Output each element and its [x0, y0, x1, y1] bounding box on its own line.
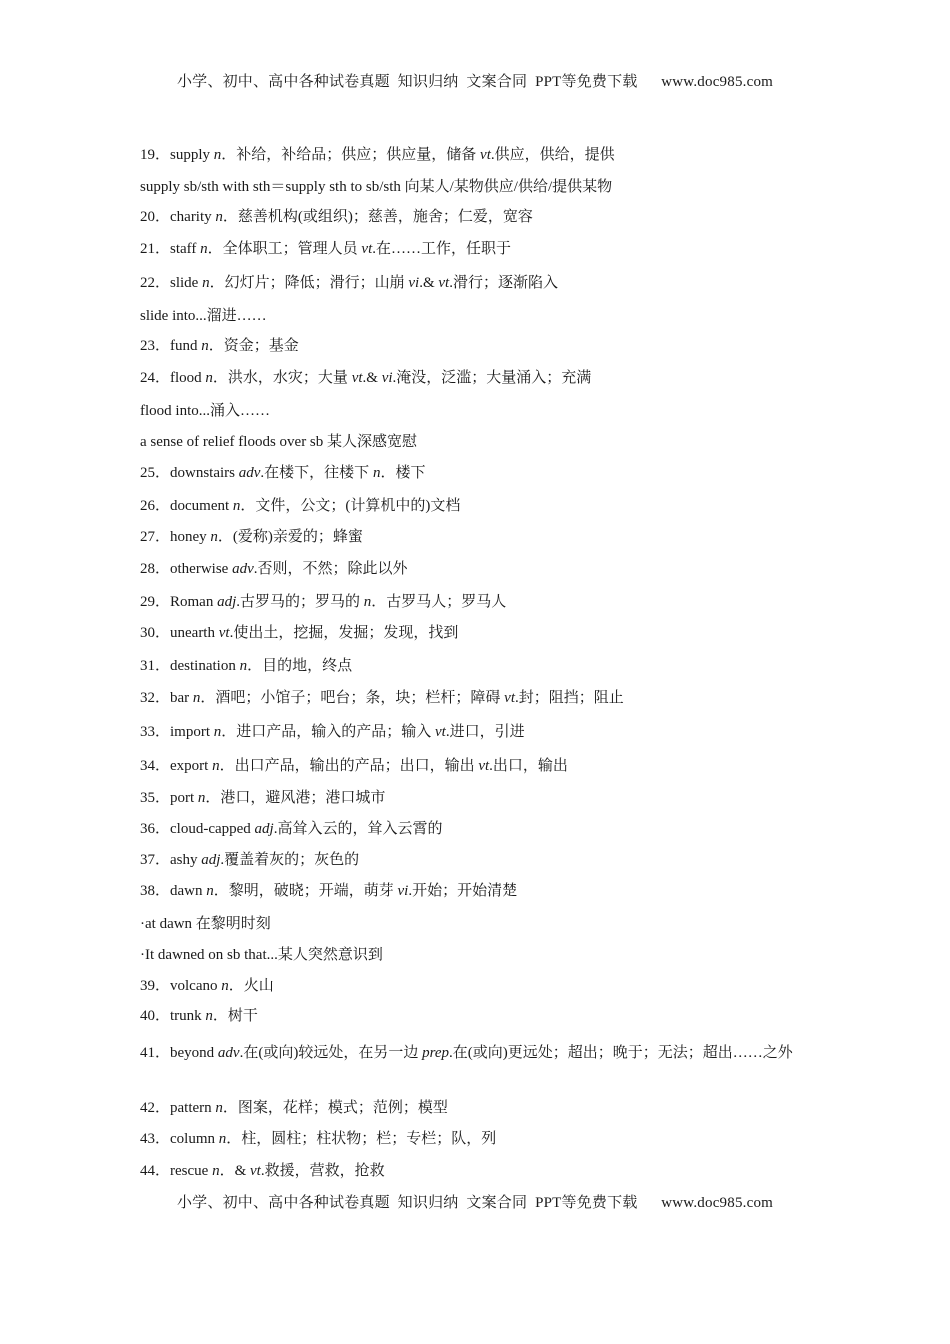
part-of-speech: vt	[504, 690, 515, 706]
entry-text: 27．honey	[140, 529, 211, 545]
vocab-entry	[140, 145, 615, 165]
part-of-speech: prep	[422, 1045, 450, 1061]
part-of-speech: adj	[254, 821, 274, 837]
entry-text: .封；阻挡；阻止	[515, 690, 624, 706]
part-of-speech: n	[210, 529, 218, 545]
entry-text: .覆盖着灰的；灰色的	[220, 852, 360, 868]
part-of-speech: adv	[238, 465, 261, 481]
entry-text: 26．document	[140, 498, 233, 514]
part-of-speech: vt	[438, 275, 450, 291]
entry-text: ．酒吧；小馆子；吧台；条，块；栏杆；障碍	[200, 690, 505, 706]
entry-text: .在楼下，往楼下	[260, 465, 373, 481]
entry-text: ．幻灯片；降低；滑行；山崩	[209, 275, 409, 291]
entry-text: .否则，不然；除此以外	[253, 561, 408, 577]
entry-text: ．全体职工；管理人员	[207, 241, 362, 257]
part-of-speech: n	[215, 1100, 223, 1116]
entry-text: ·It dawned on sb that...某人突然意识到	[140, 947, 383, 963]
vocab-entry	[140, 368, 591, 388]
vocab-entry	[140, 592, 506, 612]
vocab-phrase	[140, 432, 417, 452]
entry-text: .淹没，泛滥；大量涌入；充满	[392, 370, 592, 386]
entry-text: .滑行；逐渐陷入	[449, 275, 558, 291]
entry-text: .古罗马的；罗马的	[236, 594, 364, 610]
entry-text: .供应，供给，提供	[490, 147, 615, 163]
part-of-speech: adj	[217, 594, 237, 610]
entry-text: 19．supply	[140, 147, 214, 163]
entry-text: 32．bar	[140, 690, 193, 706]
entry-text: 34．export	[140, 758, 213, 774]
vocab-entry	[140, 756, 568, 776]
vocab-entry	[140, 1038, 812, 1068]
entry-text: 31．destination	[140, 658, 240, 674]
entry-text: 35．port	[140, 790, 198, 806]
part-of-speech: vi	[381, 370, 393, 386]
vocab-entry	[140, 656, 352, 676]
entry-text: 23．fund	[140, 338, 202, 354]
entry-text: .在(或向)更远处；超出；晚于；无法；超出……之外	[449, 1045, 793, 1061]
entry-text: 41．beyond	[140, 1045, 218, 1061]
entry-text: 39．volcano	[140, 978, 222, 994]
vocab-entry	[140, 819, 442, 839]
entry-text: a sense of relief floods over sb 某人深感宽慰	[140, 434, 418, 450]
part-of-speech: vt	[478, 758, 490, 774]
entry-text: ．树干	[212, 1008, 258, 1024]
entry-text: 25．downstairs	[140, 465, 239, 481]
part-of-speech: vt	[435, 724, 446, 740]
entry-text: .开始；开始清楚	[408, 883, 518, 899]
vocab-entry	[140, 788, 385, 808]
entry-text: ．资金；基金	[208, 338, 299, 354]
vocab-entry	[140, 496, 460, 516]
vocab-phrase	[140, 306, 267, 326]
entry-text: ．黎明，破晓；开端，萌芽	[213, 883, 398, 899]
vocab-entry	[140, 623, 458, 643]
entry-text: ．港口，避风港；港口城市	[205, 790, 386, 806]
entry-text: flood into...涌入……	[140, 403, 270, 419]
entry-text: ．柱，圆柱；柱状物；栏；专栏；队，列	[226, 1131, 497, 1147]
entry-text: 36．cloud-capped	[140, 821, 255, 837]
part-of-speech: n	[215, 209, 223, 225]
entry-text: .进口，引进	[445, 724, 525, 740]
vocab-phrase	[140, 914, 271, 934]
part-of-speech: n	[372, 465, 381, 481]
part-of-speech: vt	[361, 241, 373, 257]
part-of-speech: n	[202, 275, 210, 291]
part-of-speech: vi	[408, 275, 420, 291]
vocab-entry	[140, 207, 533, 227]
vocab-entry	[140, 688, 624, 708]
part-of-speech: n	[221, 978, 229, 994]
part-of-speech: n	[212, 1163, 220, 1179]
part-of-speech: vt	[480, 147, 491, 163]
entry-text: 30．unearth	[140, 625, 219, 641]
vocab-entry	[140, 559, 408, 579]
entry-text: 22．slide	[140, 275, 203, 291]
entry-text: .在(或向)较远处，在另一边	[239, 1045, 423, 1061]
vocab-entry	[140, 239, 511, 259]
entry-text: slide into...溜进……	[140, 308, 267, 324]
entry-text: 44．rescue	[140, 1163, 213, 1179]
entry-text: 37．ashy	[140, 852, 202, 868]
part-of-speech: vi	[397, 883, 409, 899]
vocab-entry	[140, 881, 517, 901]
part-of-speech: vt	[351, 370, 363, 386]
entry-text: 33．import	[140, 724, 214, 740]
entry-text: ．&	[219, 1163, 250, 1179]
vocab-entry	[140, 722, 525, 742]
vocab-entry	[140, 1161, 385, 1181]
vocab-entry	[140, 976, 274, 996]
part-of-speech: vt	[249, 1163, 261, 1179]
entry-text: ．补给，补给品；供应；供应量，储备	[221, 147, 481, 163]
entry-text: 43．column	[140, 1131, 219, 1147]
entry-text: 42．pattern	[140, 1100, 216, 1116]
entry-text: ·at dawn 在黎明时刻	[140, 916, 271, 932]
entry-text: ．洪水，水灾；大量	[212, 370, 352, 386]
entry-text: 29．Roman	[140, 594, 218, 610]
part-of-speech: n	[213, 147, 222, 163]
page-footer: 小学、初中、高中各种试卷真题 知识归纳 文案合同 PPT等免费下载 www.doc985.com	[176, 1195, 774, 1211]
entry-text: ．慈善机构(或组织)；慈善，施舍；仁爱，宽容	[222, 209, 533, 225]
entry-text: ．楼下	[380, 465, 426, 481]
vocab-entry	[140, 1006, 258, 1026]
entry-text: supply sb/sth with sth＝supply sth to sb/sth 向某人/某物供应/供给/提供某物	[140, 179, 613, 195]
entry-text: .在……工作，任职于	[372, 241, 511, 257]
entry-text: ．(爱称)亲爱的；蜂蜜	[217, 529, 363, 545]
entry-text: .高耸入云的，耸入云霄的	[273, 821, 443, 837]
entry-text: ．出口产品，输出的产品；出口，输出	[219, 758, 479, 774]
part-of-speech: n	[201, 338, 209, 354]
vocab-entry	[140, 527, 363, 547]
vocab-entry	[140, 336, 299, 356]
part-of-speech: n	[197, 790, 206, 806]
part-of-speech: adj	[201, 852, 221, 868]
vocab-entry	[140, 463, 425, 483]
part-of-speech: n	[206, 883, 214, 899]
vocab-phrase	[140, 945, 383, 965]
entry-text: 21．staff	[140, 241, 201, 257]
part-of-speech: adv	[232, 561, 254, 577]
entry-text: 20．charity	[140, 209, 216, 225]
entry-text: .&	[362, 370, 382, 386]
entry-text: ．火山	[228, 978, 274, 994]
entry-text: 38．dawn	[140, 883, 207, 899]
entry-text: .&	[419, 275, 439, 291]
part-of-speech: n	[239, 658, 248, 674]
vocab-entry	[140, 1098, 448, 1118]
entry-text: ．目的地，终点	[247, 658, 353, 674]
part-of-speech: n	[212, 758, 220, 774]
vocab-entry	[140, 850, 359, 870]
vocab-entry	[140, 273, 558, 293]
entry-text: 24．flood	[140, 370, 206, 386]
part-of-speech: n	[200, 241, 208, 257]
vocab-phrase	[140, 401, 270, 421]
part-of-speech: n	[205, 370, 213, 386]
entry-text: .使出土，挖掘，发掘；发现，找到	[229, 625, 459, 641]
part-of-speech: adv	[217, 1045, 240, 1061]
entry-text: ．古罗马人；罗马人	[371, 594, 507, 610]
entry-text: ．进口产品，输入的产品；输入	[221, 724, 436, 740]
page-header: 小学、初中、高中各种试卷真题 知识归纳 文案合同 PPT等免费下载 www.doc985.com	[176, 74, 774, 90]
part-of-speech: n	[232, 498, 241, 514]
part-of-speech: n	[213, 724, 222, 740]
part-of-speech: n	[205, 1008, 213, 1024]
entry-text: ．图案，花样；模式；范例；模型	[222, 1100, 448, 1116]
entry-text: 28．otherwise	[140, 561, 233, 577]
entry-text: ．文件，公文；(计算机中的)文档	[240, 498, 461, 514]
vocab-entry	[140, 1129, 496, 1149]
entry-text: .出口，输出	[489, 758, 568, 774]
entry-text: .救援，营救，抢救	[260, 1163, 385, 1179]
part-of-speech: n	[363, 594, 372, 610]
part-of-speech: n	[218, 1131, 227, 1147]
vocab-phrase	[140, 177, 612, 197]
entry-text: 40．trunk	[140, 1008, 206, 1024]
part-of-speech: vt	[218, 625, 230, 641]
part-of-speech: n	[192, 690, 201, 706]
